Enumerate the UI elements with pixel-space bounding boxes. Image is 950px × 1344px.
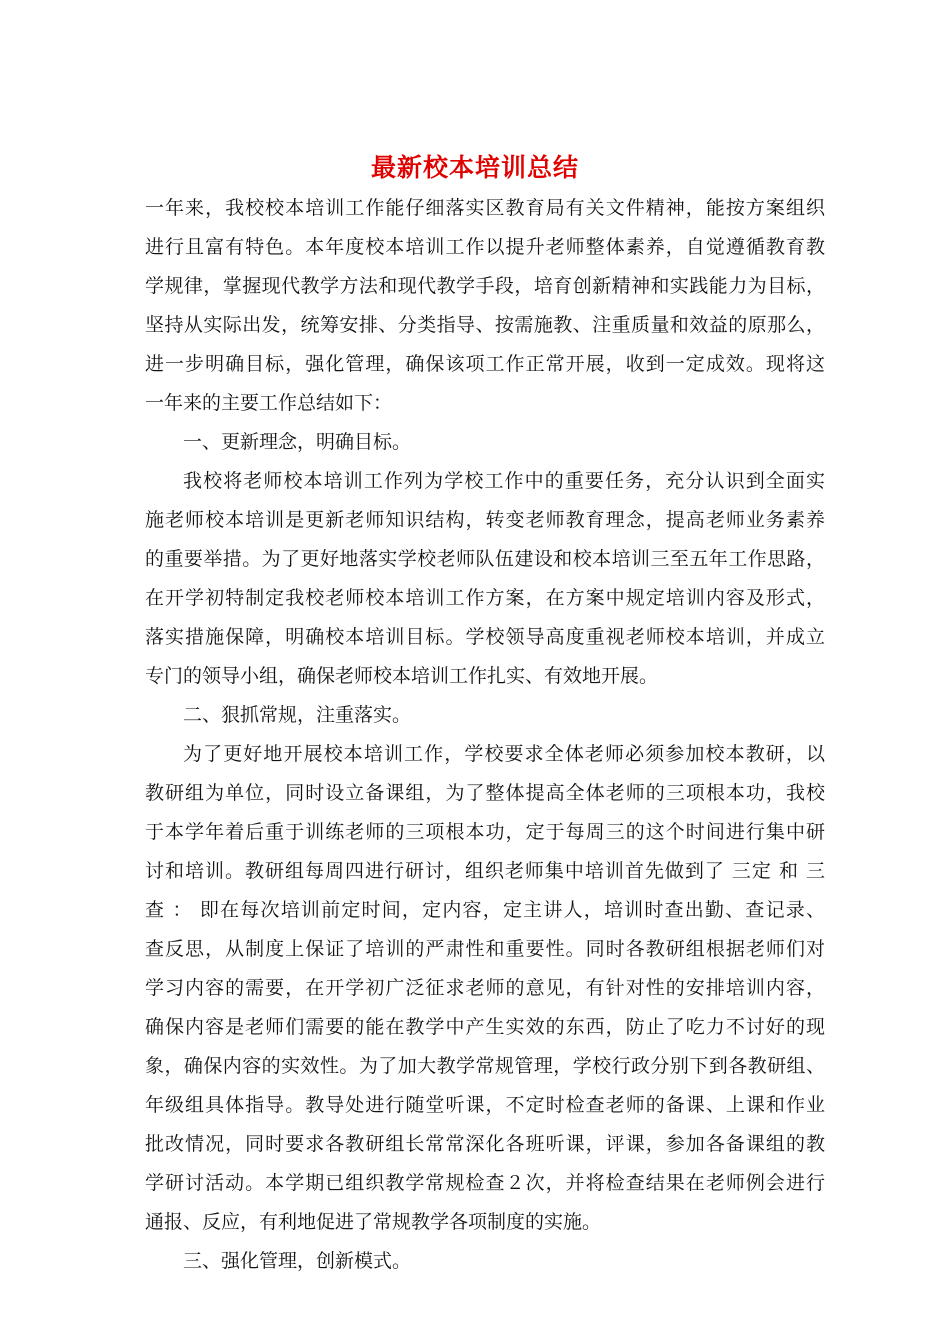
paragraph-line: 学习内容的需要，在开学初广泛征求老师的意见，有针对性的安排培训内容， — [145, 977, 825, 999]
paragraph-line: 通报、反应，有利地促进了常规教学各项制度的实施。 — [145, 1211, 602, 1233]
paragraph-line: 象，确保内容的实效性。为了加大教学常规管理，学校行政分别下到各教研组、 — [145, 1055, 825, 1077]
paragraph-line: 施老师校本培训是更新老师知识结构，转变老师教育理念，提高老师业务素养 — [145, 509, 825, 531]
paragraph-line: 落实措施保障，明确校本培训目标。学校领导高度重视老师校本培训，并成立 — [145, 626, 825, 648]
paragraph-line: 讨和培训。教研组每周四进行研讨，组织老师集中培训首先做到了 三定 和 三 — [145, 860, 825, 882]
paragraph-line: 进一步明确目标，强化管理，确保该项工作正常开展，收到一定成效。现将这 — [145, 353, 825, 375]
paragraph-line: 查 ： 即在每次培训前定时间，定内容，定主讲人，培训时查出勤、查记录、 — [145, 899, 825, 921]
paragraph-line: 批改情况，同时要求各教研组长常常深化各班听课，评课，参加各备课组的教 — [145, 1133, 825, 1155]
paragraph-line: 于本学年着后重于训练老师的三项根本功，定于每周三的这个时间进行集中研 — [145, 821, 825, 843]
section-heading: 一、更新理念，明确目标。 — [183, 431, 412, 453]
paragraph-line: 为了更好地开展校本培训工作，学校要求全体老师必须参加校本教研，以 — [183, 743, 825, 765]
document-title: 最新校本培训总结 — [370, 153, 579, 182]
paragraph-line: 学规律，掌握现代教学方法和现代教学手段，培育创新精神和实践能力为目标， — [145, 275, 825, 297]
paragraph-line: 的重要举措。为了更好地落实学校老师队伍建设和校本培训三至五年工作思路， — [145, 548, 825, 570]
paragraph-line: 年级组具体指导。教导处进行随堂听课，不定时检查老师的备课、上课和作业 — [145, 1094, 825, 1116]
paragraph-line: 一年来，我校校本培训工作能仔细落实区教育局有关文件精神，能按方案组织 — [145, 197, 825, 219]
paragraph-line: 坚持从实际出发，统筹安排、分类指导、按需施教、注重质量和效益的原那么， — [145, 314, 825, 336]
paragraph-line: 专门的领导小组，确保老师校本培训工作扎实、有效地开展。 — [145, 665, 659, 687]
section-heading: 二、狠抓常规，注重落实。 — [183, 704, 412, 726]
paragraph-line: 在开学初特制定我校老师校本培训工作方案，在方案中规定培训内容及形式， — [145, 587, 825, 609]
paragraph-line: 一年来的主要工作总结如下： — [145, 392, 393, 414]
paragraph-line: 学研讨活动。本学期已组织教学常规检查２次，并将检查结果在老师例会进行 — [145, 1172, 825, 1194]
paragraph-line: 教研组为单位，同时设立备课组，为了整体提高全体老师的三项根本功，我校 — [145, 782, 825, 804]
paragraph-line: 查反思，从制度上保证了培训的严肃性和重要性。同时各教研组根据老师们对 — [145, 938, 825, 960]
paragraph-line: 我校将老师校本培训工作列为学校工作中的重要任务，充分认识到全面实 — [183, 470, 825, 492]
section-heading: 三、强化管理，创新模式。 — [183, 1250, 412, 1272]
paragraph-line: 进行且富有特色。本年度校本培训工作以提升老师整体素养，自觉遵循教育教 — [145, 236, 825, 258]
paragraph-line: 确保内容是老师们需要的能在教学中产生实效的东西，防止了吃力不讨好的现 — [145, 1016, 825, 1038]
